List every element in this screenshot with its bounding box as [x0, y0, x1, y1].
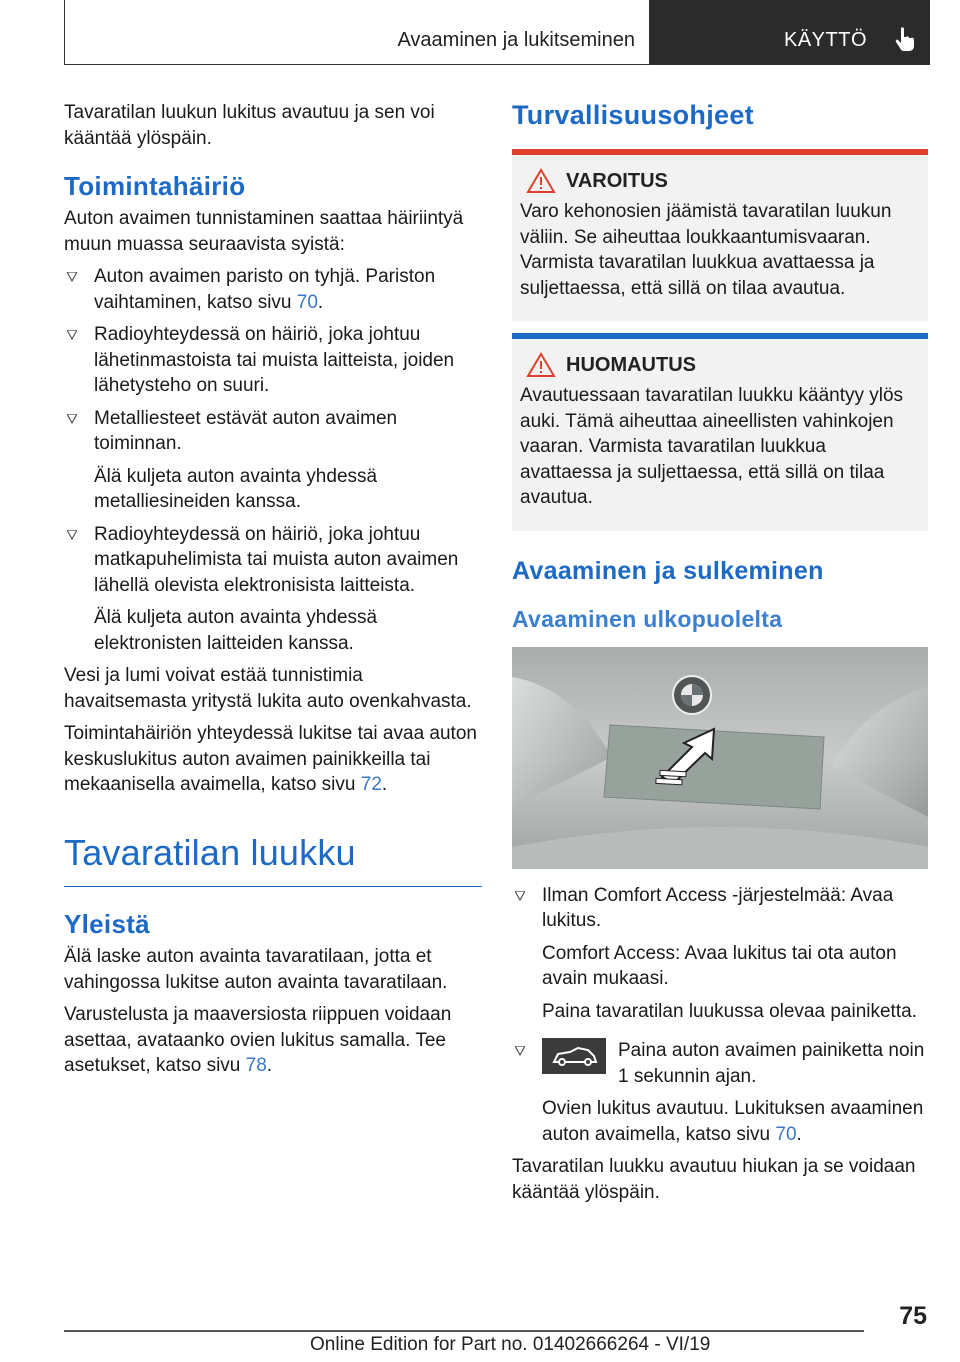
fault-action-paragraph: Toimintahäiriön yhteydessä lukitse tai avaa auton keskuslukitus auton avaimen painikkeilla tai mekaanisella avaimella, katso sivu 72.: [64, 723, 477, 795]
notice-text: Avautuessaan tavaratilan luukku kääntyy ylös auki. Tämä aiheuttaa aineellisten vahinkojen vaaran. Varmista tavaratilan luukkua avattaessa ja suljettaessa, että sillä on tilaa avautua.: [520, 385, 904, 508]
header-section-title: Avaaminen ja lukitseminen: [397, 29, 635, 51]
fault-heading: Toimintahäiriö: [64, 171, 246, 201]
warning-triangle-icon: [526, 168, 556, 194]
bullet-extra: Paina tavaratilan luukussa olevaa painiketta.: [542, 1000, 917, 1022]
page-link[interactable]: 70: [296, 291, 318, 313]
triangle-bullet-icon: [67, 414, 77, 424]
list-item: [64, 522, 482, 657]
header-section-box: [64, 0, 650, 65]
general-paragraph-1: Älä laske auton avainta tavaratilaan, jotta et vahingossa lukitse auton avainta tavaratilaan.: [64, 946, 448, 993]
final-paragraph: Tavaratilan luukku avautuu hiukan ja se voidaan kääntää ylöspäin.: [512, 1156, 916, 1203]
header-chapter-title: KÄYTTÖ: [784, 29, 868, 51]
triangle-bullet-icon: [67, 272, 77, 282]
warning-box: [512, 149, 928, 321]
safety-heading: Turvallisuusohjeet: [512, 100, 754, 130]
list-item: [512, 883, 928, 1025]
trunk-heading: Tavaratilan luukku: [64, 831, 356, 873]
list-item: [512, 1038, 928, 1147]
bullet-text: Ilman Comfort Access -järjestelmää: Avaa lukitus.: [542, 884, 894, 931]
fault-bullet-list: [64, 264, 482, 656]
trunk-photo: [512, 647, 928, 869]
bullet-text: Radioyhteydessä on häiriö, joka johtuu lähetinmastoista tai muista laitteista, joiden lähetysteho on suuri.: [94, 324, 455, 396]
car-key-button-icon: [542, 1038, 606, 1074]
right-column: [512, 100, 928, 1205]
page-header: [64, 0, 930, 65]
bullet-extra: Älä kuljeta auton avainta yhdessä metalliesineiden kanssa.: [94, 465, 378, 512]
list-item: [64, 406, 482, 515]
intro-paragraph: Tavaratilan luukun lukitus avautuu ja sen voi kääntää ylöspäin.: [64, 102, 435, 149]
bullet-suffix: .: [317, 291, 324, 313]
bullet-text: Metalliesteet estävät auton avaimen toiminnan.: [94, 407, 398, 454]
warning-title: VAROITUS: [520, 167, 920, 195]
left-column: [64, 100, 482, 1079]
bullet-text: Paina auton avaimen painiketta noin 1 sekunnin ajan.: [618, 1040, 925, 1087]
triangle-bullet-icon: [67, 330, 77, 340]
list-item: [64, 322, 482, 399]
bullet-text: Radioyhteydessä on häiriö, joka johtuu matkapuhelimista tai muista auton avaimen lähellä olevista elektronisista laitteista.: [94, 523, 459, 596]
bullet-extra: Comfort Access: Avaa lukitus tai ota auton avain mukaasi.: [542, 942, 897, 989]
page-number: 75: [899, 1302, 927, 1330]
footer-edition: Online Edition for Part no. 01402666264 - VI/19: [310, 1334, 711, 1355]
bullet-extra: Älä kuljeta auton avainta yhdessä elektronisten laitteiden kanssa.: [94, 607, 378, 654]
list-item: [64, 264, 482, 315]
header-chapter-box: [650, 0, 930, 65]
water-paragraph: Vesi ja lumi voivat estää tunnistimia havaitsemasta yritystä lukita auto ovenkahvasta.: [64, 665, 472, 712]
notice-title: HUOMAUTUS: [520, 351, 920, 379]
warning-triangle-icon: [526, 352, 556, 378]
triangle-bullet-icon: [515, 1046, 525, 1056]
triangle-bullet-icon: [67, 530, 77, 540]
triangle-bullet-icon: [515, 891, 525, 901]
general-paragraph-2: Varustelusta ja maaversiosta riippuen voidaan asettaa, avataanko ovien lukitus samalla. Tee asetukset, katso sivu 78.: [64, 1004, 452, 1076]
page-link[interactable]: 78: [245, 1055, 267, 1076]
heading-rule: [64, 886, 482, 888]
notice-box: [512, 333, 928, 531]
bullet-text: Auton avaimen paristo on tyhjä. Pariston vaihtaminen, katso sivu: [94, 266, 436, 313]
page-link[interactable]: 72: [360, 774, 382, 795]
warning-text: Varo kehonosien jäämistä tavaratilan luukun väliin. Se aiheuttaa loukkaantumisvaaran. Varmista tavaratilan luukkua avattaessa ja suljettaessa, että sillä on tilaa avautua.: [520, 201, 892, 299]
bullet-extra: Ovien lukitus avautuu. Lukituksen avaaminen auton avaimella, katso sivu 70.: [542, 1098, 924, 1145]
open-close-heading: Avaaminen ja sulkeminen: [512, 556, 824, 585]
outside-heading: Avaaminen ulkopuolelta: [512, 605, 783, 632]
fault-paragraph: Auton avaimen tunnistaminen saattaa häiriintyä muun muassa seuraavista syistä:: [64, 208, 464, 255]
hand-pointer-icon: [892, 26, 918, 52]
page-link[interactable]: 70: [775, 1123, 797, 1145]
general-heading: Yleistä: [64, 909, 150, 939]
